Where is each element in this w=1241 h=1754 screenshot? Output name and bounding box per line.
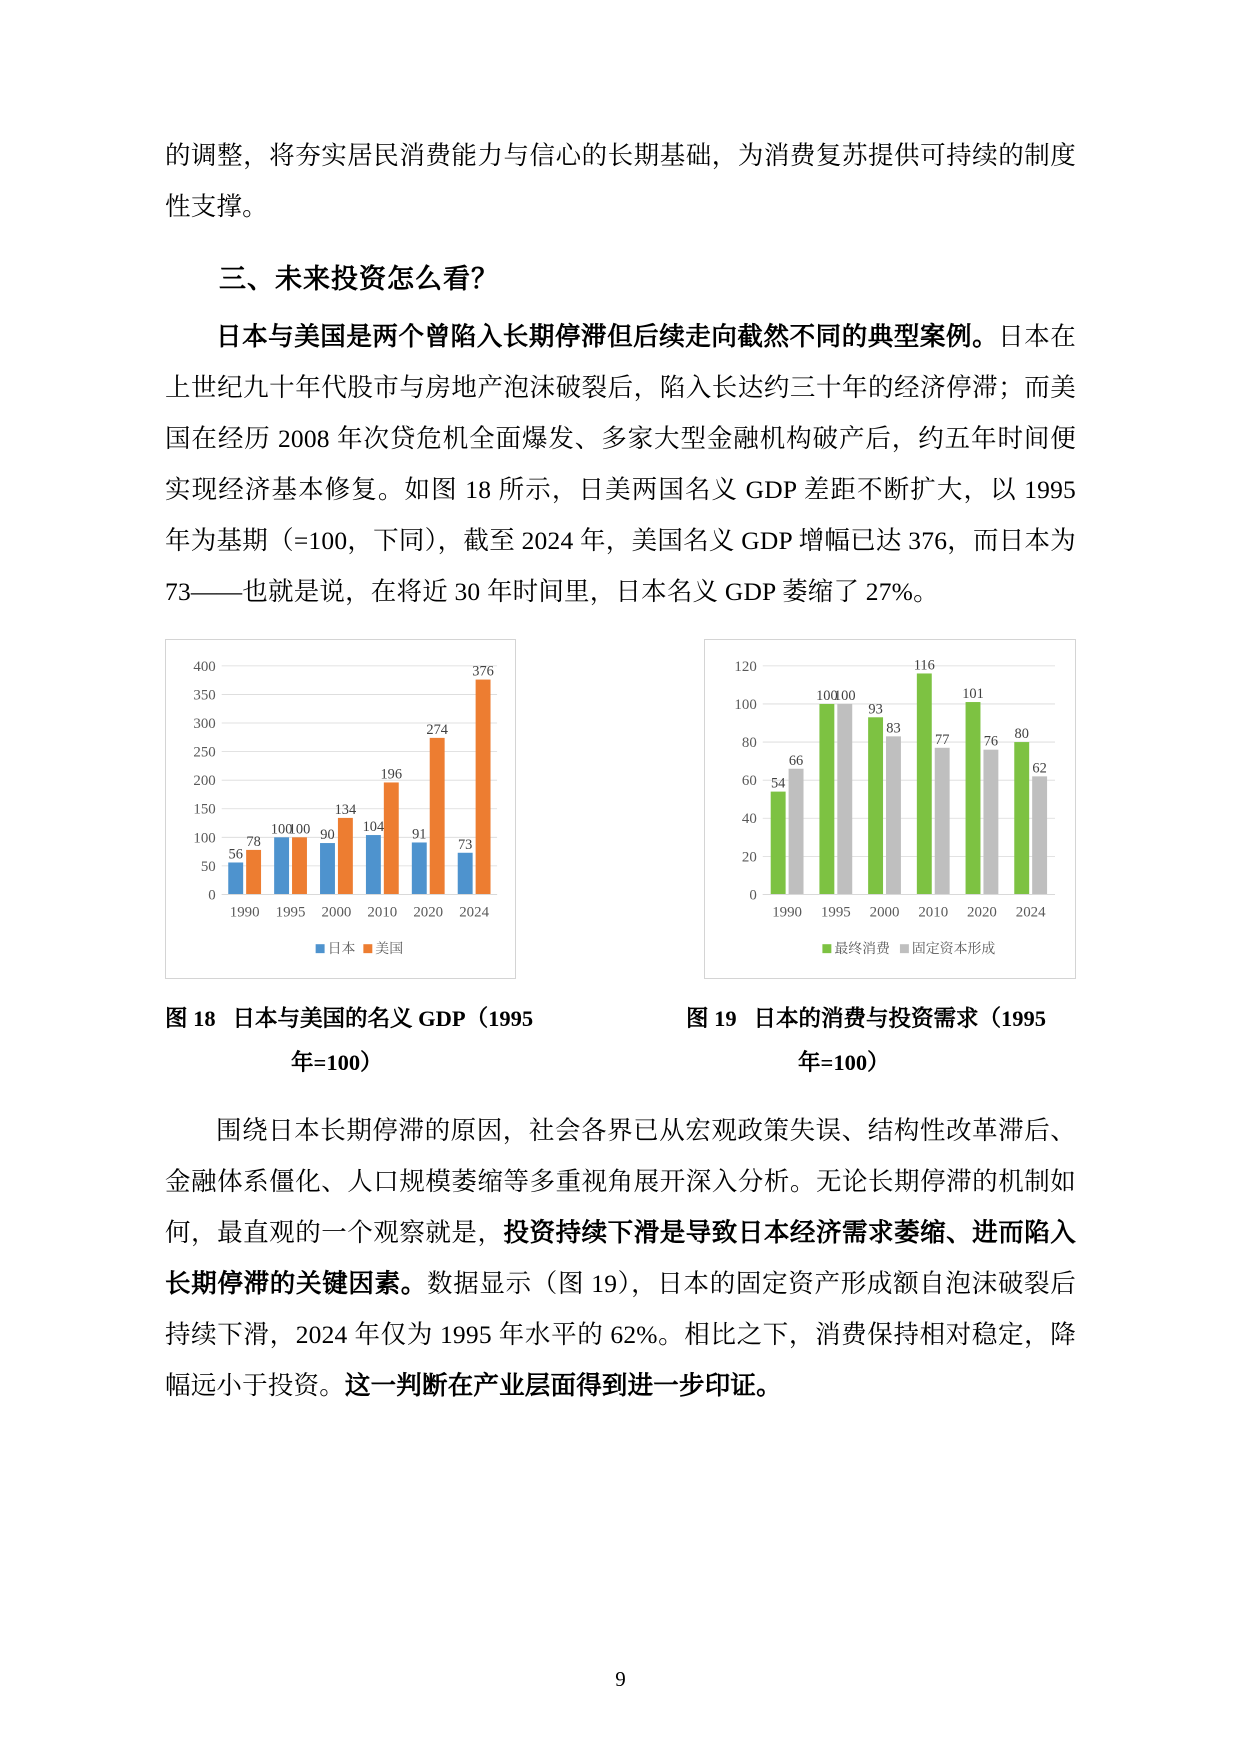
figure-18-caption xyxy=(165,997,555,1085)
svg-text:美国: 美国 xyxy=(375,940,404,957)
svg-text:77: 77 xyxy=(934,731,950,748)
figure-19-caption xyxy=(686,997,1076,1085)
svg-text:1995: 1995 xyxy=(820,904,851,921)
fig19-svg xyxy=(705,640,1075,978)
svg-text:300: 300 xyxy=(193,715,216,732)
paragraph-body-text: 日本在上世纪九十年代股市与房地产泡沫破裂后，陷入长达约三十年的经济停滞；而美国在经历 2008 年次贷危机全面爆发、多家大型金融机构破产后，约五年时间便实现经济基本修复。如图 18 所示，日美两国名义 GDP 差距不断扩大，以 1995 年为基期（=100，下同），截至 2024 年，美国名义 GDP 增幅已达 376，而日本为 73——也就是说，在将近 30 年时间里，日本名义 GDP 萎缩了 27%。 xyxy=(165,322,1076,606)
analysis-text-b: 数据显示（图 19），日本的固定资产形成额自泡沫破裂后持续下滑，2024 年仅为 1995 年水平的 62%。相比之下，消费保持相对稳定，降幅远小于投资。 xyxy=(165,1269,1076,1400)
svg-text:60: 60 xyxy=(741,773,757,790)
paragraph-analysis xyxy=(165,1105,1076,1411)
svg-text:76: 76 xyxy=(983,733,999,750)
figure-captions-row xyxy=(165,997,1076,1085)
svg-text:100: 100 xyxy=(193,830,216,847)
figure-19-number: 图 19 xyxy=(686,1006,737,1031)
paragraph-bold-lead: 日本与美国是两个曾陷入长期停滞但后续走向截然不同的典型案例。 xyxy=(216,322,999,351)
svg-text:73: 73 xyxy=(457,836,473,853)
svg-text:376: 376 xyxy=(472,663,494,680)
svg-text:274: 274 xyxy=(426,721,448,738)
figure-18-chart xyxy=(165,639,516,979)
svg-text:2000: 2000 xyxy=(321,904,352,921)
analysis-bold-1: 投资持续下滑是导致日本经济需求萎缩、进而陷入长期停滞的关键因素。 xyxy=(165,1218,1076,1298)
svg-text:100: 100 xyxy=(816,687,838,704)
svg-text:116: 116 xyxy=(913,657,935,674)
paragraph-japan-us-intro xyxy=(165,311,1076,617)
svg-text:62: 62 xyxy=(1032,760,1047,777)
svg-text:固定资本形成: 固定资本形成 xyxy=(911,940,996,957)
svg-text:100: 100 xyxy=(288,821,311,838)
section-heading: 三、未来投资怎么看？ xyxy=(219,264,499,294)
svg-text:101: 101 xyxy=(962,686,984,703)
svg-text:2020: 2020 xyxy=(967,904,997,921)
svg-text:1995: 1995 xyxy=(275,904,306,921)
fig18-svg xyxy=(166,640,515,978)
svg-text:日本: 日本 xyxy=(327,940,356,957)
svg-text:250: 250 xyxy=(193,744,216,761)
svg-text:2024: 2024 xyxy=(459,904,490,921)
figures-row xyxy=(165,639,1076,979)
svg-text:91: 91 xyxy=(412,826,427,843)
paragraph-continuation: 的调整，将夯实居民消费能力与信心的长期基础，为消费复苏提供可持续的制度性支撑。 xyxy=(165,141,1076,221)
svg-text:54: 54 xyxy=(770,775,786,792)
figure-18-title-line1: 日本与美国的名义 GDP（1995 xyxy=(232,1006,534,1031)
page-number: 9 xyxy=(615,1667,626,1691)
svg-text:0: 0 xyxy=(749,887,757,904)
svg-text:83: 83 xyxy=(886,720,901,737)
svg-text:40: 40 xyxy=(741,811,757,828)
figure-19-title-line2: 年=100） xyxy=(798,1050,890,1075)
svg-text:2000: 2000 xyxy=(869,904,900,921)
svg-text:78: 78 xyxy=(246,833,261,850)
figure-19-chart xyxy=(704,639,1076,979)
svg-text:80: 80 xyxy=(1014,726,1029,743)
figure-18-number: 图 18 xyxy=(165,1006,216,1031)
svg-text:134: 134 xyxy=(334,801,357,818)
svg-text:90: 90 xyxy=(320,827,335,844)
svg-text:100: 100 xyxy=(833,687,856,704)
svg-text:196: 196 xyxy=(380,766,403,783)
svg-text:2010: 2010 xyxy=(367,904,398,921)
svg-text:200: 200 xyxy=(193,773,216,790)
figure-18-title-line2: 年=100） xyxy=(291,1050,383,1075)
svg-text:120: 120 xyxy=(734,658,757,675)
svg-text:最终消费: 最终消费 xyxy=(834,940,890,957)
analysis-bold-2: 这一判断在产业层面得到进一步印证。 xyxy=(344,1371,782,1400)
figure-19-title-line1: 日本的消费与投资需求（1995 xyxy=(753,1006,1047,1031)
svg-text:2020: 2020 xyxy=(413,904,444,921)
svg-text:350: 350 xyxy=(193,687,216,704)
svg-text:93: 93 xyxy=(868,701,883,718)
svg-text:2010: 2010 xyxy=(918,904,949,921)
svg-text:56: 56 xyxy=(228,846,243,863)
svg-text:104: 104 xyxy=(362,819,385,836)
svg-text:100: 100 xyxy=(270,821,293,838)
svg-text:20: 20 xyxy=(741,849,757,866)
svg-text:66: 66 xyxy=(788,752,804,769)
svg-text:150: 150 xyxy=(193,801,216,818)
svg-text:400: 400 xyxy=(193,658,216,675)
svg-text:1990: 1990 xyxy=(229,904,260,921)
analysis-text-a: 围绕日本长期停滞的原因，社会各界已从宏观政策失误、结构性改革滞后、金融体系僵化、人口规模萎缩等多重视角展开深入分析。无论长期停滞的机制如何，最直观的一个观察就是， xyxy=(165,1116,1076,1247)
closing-paragraph-block xyxy=(165,1105,1076,1411)
svg-text:80: 80 xyxy=(741,735,757,752)
svg-text:2024: 2024 xyxy=(1015,904,1046,921)
svg-text:100: 100 xyxy=(734,696,757,713)
svg-text:1990: 1990 xyxy=(772,904,803,921)
svg-text:0: 0 xyxy=(208,887,216,904)
svg-text:50: 50 xyxy=(200,858,216,875)
